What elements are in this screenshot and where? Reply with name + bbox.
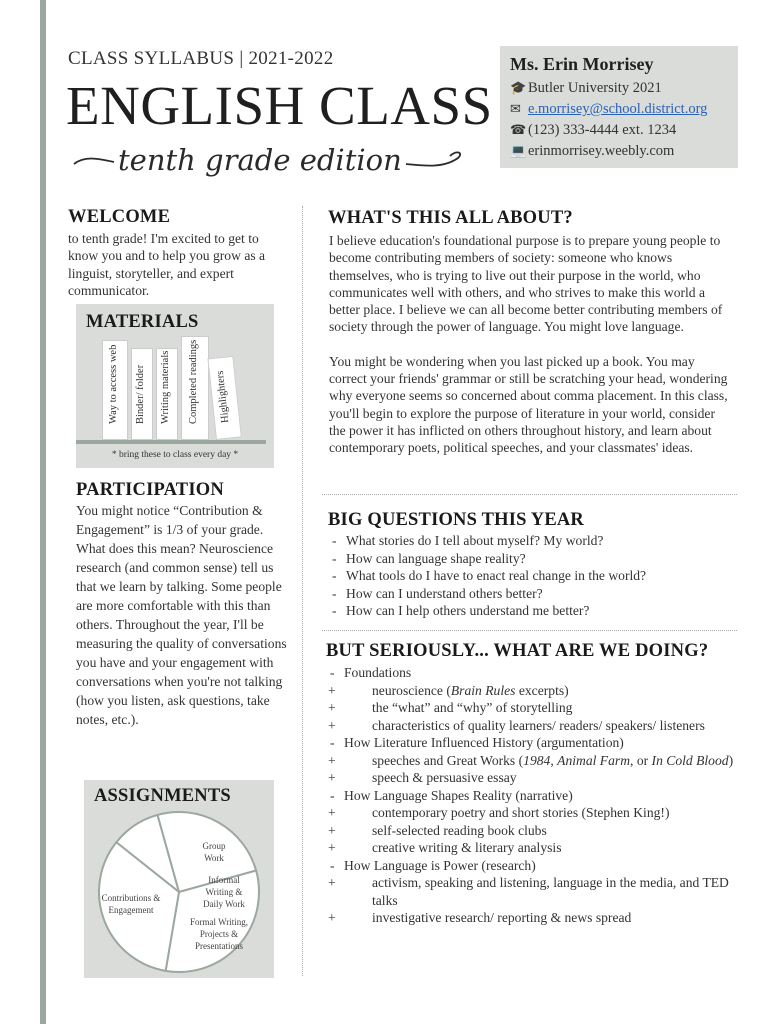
materials-panel xyxy=(76,304,274,468)
unit-item: - Foundations xyxy=(330,665,412,680)
section-divider xyxy=(322,630,737,631)
book-label: Highlighters xyxy=(214,370,232,424)
unit-title: How Literature Influenced History (argumentation) xyxy=(344,735,624,750)
pie-slice-label: Informal Writing & Daily Work xyxy=(203,875,245,909)
contact-card xyxy=(500,46,738,168)
book-label: Way to access web xyxy=(108,344,119,424)
unit-subitem: + creative writing & literary analysis xyxy=(328,840,562,855)
about-paragraph-2: You might be wondering when you last picked up a book. You may correct your friends' grammar or still be scratching your head, wondering why everyone seems so concerned about comma placement. In this class, you'll begin to explore the purpose of literature in your world, consider the power it has inflicted on others throughout history, and learn about contemporary poets, political speeches, and your classmates' ideas. xyxy=(329,353,728,456)
teacher-name: Ms. Erin Morrisey xyxy=(510,54,654,74)
envelope-icon: ✉ xyxy=(510,102,521,117)
unit-subitem: + investigative research/ reporting & news spread xyxy=(328,910,632,925)
unit-subitem: + activism, speaking and listening, language in the media, and TED talks xyxy=(328,875,729,908)
unit-subitem: + neuroscience (Brain Rules excerpts) xyxy=(328,682,569,698)
telephone-icon: ☎ xyxy=(510,123,527,138)
question-item: - What stories do I tell about myself? My world? xyxy=(332,533,604,548)
questions-heading: BIG QUESTIONS THIS YEAR xyxy=(328,510,584,530)
participation-text: You might notice “Contribution & Engagement” is 1/3 of your grade. What does this mean? Neuroscience research (and common sense) tell us that we learn by talking. Some people are more comfortable with this than others. Throughout the year, I'll be measuring the quality of conversations you have and your engagement with conversations when you're not talking (how you listen, ask questions, take notes, etc.). xyxy=(76,503,287,727)
book-item xyxy=(181,336,209,440)
book-item xyxy=(131,348,153,440)
pie-slice-label: Group Work xyxy=(202,841,226,863)
question-item: - What tools do I have to enact real change in the world? xyxy=(332,568,647,583)
contact-phone: (123) 333-4444 ext. 1234 xyxy=(528,122,677,138)
doing-heading: BUT SERIOUSLY... WHAT ARE WE DOING? xyxy=(326,641,709,661)
shelf xyxy=(76,440,266,444)
about-paragraph-1: I believe education's foundational purpose is to prepare young people to become contributing members of society: someone who knows themselves, who is trying to live out their purpose in the world, who communicates well with others, and who strives to make this world a better place. I believe we can all become better contributing members of society through the power of language. You might love language. xyxy=(329,233,723,335)
unit-subitem: + speech & persuasive essay xyxy=(328,770,517,785)
script-subtitle xyxy=(66,140,466,184)
section-divider xyxy=(322,494,737,495)
contact-school-row xyxy=(510,80,662,97)
assignments-heading: ASSIGNMENTS xyxy=(94,786,231,806)
page-title: ENGLISH CLASS xyxy=(66,75,493,136)
materials-heading: MATERIALS xyxy=(86,312,199,332)
contact-email-row xyxy=(510,101,707,118)
graduation-cap-icon: 🎓 xyxy=(510,81,527,96)
unit-subitem: + characteristics of quality learners/ readers/ speakers/ listeners xyxy=(328,717,705,733)
unit-title: How Language Shapes Reality (narrative) xyxy=(344,787,573,803)
question-item: - How can I help others understand me better? xyxy=(332,603,590,618)
unit-item: - How Language Shapes Reality (narrative) xyxy=(330,787,573,803)
contact-website: erinmorrisey.weebly.com xyxy=(528,143,675,159)
question-item: - How can language shape reality? xyxy=(332,550,526,566)
laptop-icon: 💻 xyxy=(510,144,527,159)
pie-slice-label: Contributions & Engagement xyxy=(101,893,161,915)
syllabus-label: CLASS SYLLABUS | 2021-2022 xyxy=(68,48,334,69)
unit-subitem: + speeches and Great Works (1984, Animal Farm, or In Cold Blood) xyxy=(328,752,734,768)
book-label: Writing materials xyxy=(160,350,171,424)
contact-phone-row xyxy=(510,122,676,139)
contact-website-row xyxy=(510,143,674,160)
welcome-heading: WELCOME xyxy=(68,207,171,227)
unit-title: Foundations xyxy=(344,665,412,680)
book-label: Completed readings xyxy=(188,339,199,424)
column-divider xyxy=(302,206,303,976)
about-body xyxy=(329,232,729,457)
about-heading: WHAT'S THIS ALL ABOUT? xyxy=(328,208,573,228)
book-item xyxy=(102,340,128,440)
script-subtitle-text: tenth grade edition xyxy=(118,143,402,177)
book-item xyxy=(156,348,178,440)
materials-note: * bring these to class every day * xyxy=(111,450,239,460)
unit-item: - How Language is Power (research) xyxy=(330,857,536,873)
assignments-panel xyxy=(84,780,274,978)
unit-title: How Language is Power (research) xyxy=(344,857,536,873)
units-list xyxy=(328,664,740,927)
participation-heading: PARTICIPATION xyxy=(76,480,224,500)
assignments-pie-chart xyxy=(84,810,274,978)
contact-school: Butler University 2021 xyxy=(528,80,662,96)
unit-item: - How Literature Influenced History (argumentation) xyxy=(330,735,624,750)
welcome-text: to tenth grade! I'm excited to get to know you and to help you grow as a linguist, storyteller, and expert communicator. xyxy=(68,231,266,298)
unit-subitem: + contemporary poetry and short stories (Stephen King!) xyxy=(328,805,670,820)
book-label: Binder/ folder xyxy=(135,364,146,424)
contact-email-link[interactable]: e.morrisey@school.district.org xyxy=(528,101,708,117)
pie-slice-label: Formal Writing, Projects & Presentations xyxy=(190,917,248,951)
left-accent-bar xyxy=(40,0,46,1024)
unit-subitem: + the “what” and “why” of storytelling xyxy=(328,700,573,715)
book-item xyxy=(207,356,241,440)
question-item: - How can I understand others better? xyxy=(332,585,543,601)
unit-subitem: + self-selected reading book clubs xyxy=(328,822,547,838)
questions-list xyxy=(330,532,735,620)
